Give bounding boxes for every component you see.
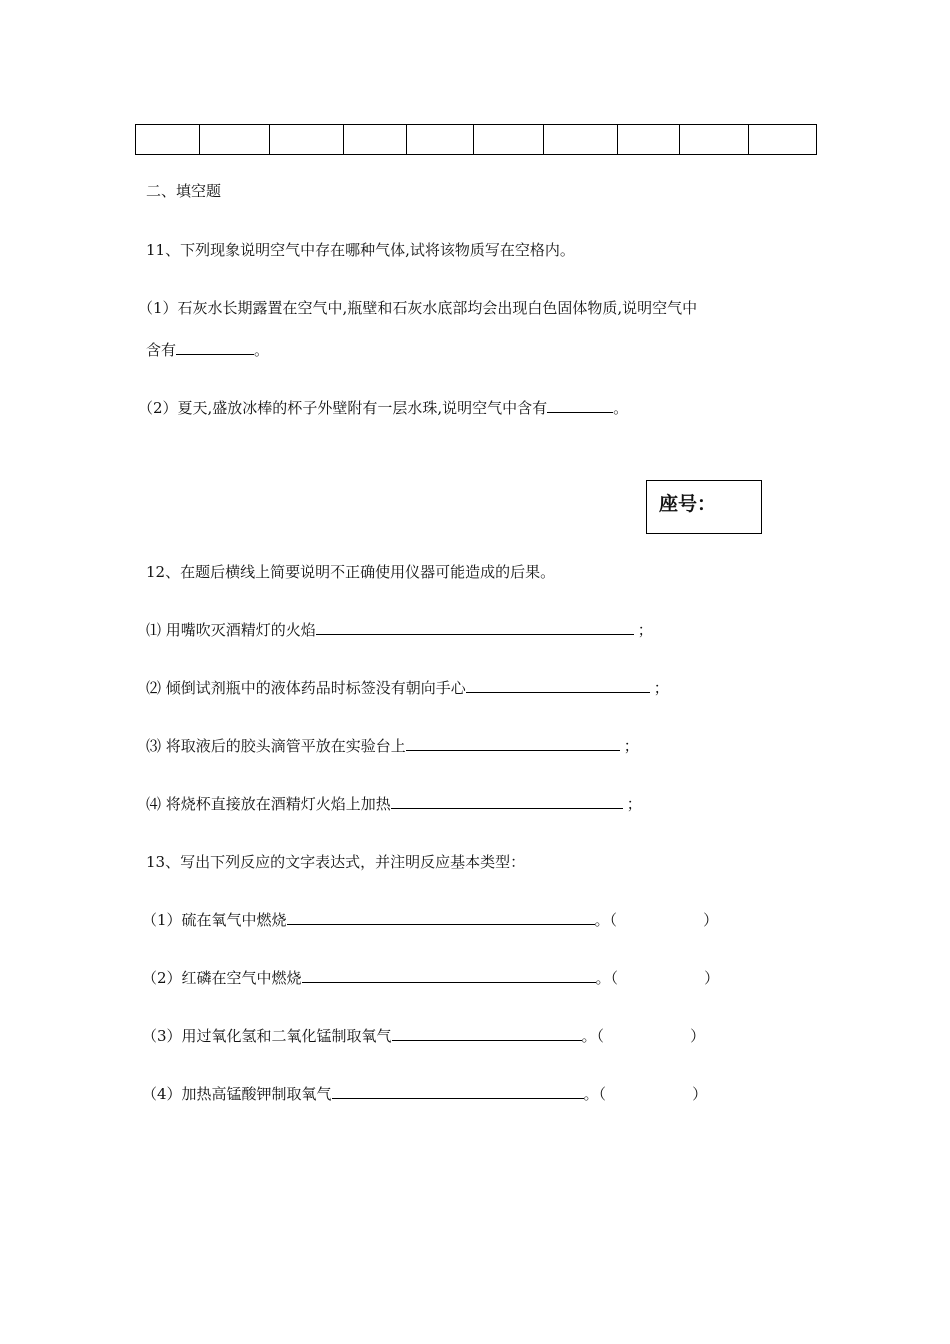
- q12-item-answer-blank[interactable]: [316, 620, 634, 635]
- q12-item-answer-blank[interactable]: [391, 794, 623, 809]
- q13-item: [142, 968, 719, 988]
- q11-part1-line1: （1）石灰水长期露置在空气中,瓶壁和石灰水底部均会出现白色固体物质,说明空气中: [138, 299, 698, 317]
- q12-item-answer-blank[interactable]: [406, 736, 620, 751]
- q13-item-close: ）: [692, 1085, 708, 1103]
- q11-stem: 11、下列现象说明空气中存在哪种气体,试将该物质写在空格内。: [146, 241, 575, 259]
- q11-part2-suffix: 。: [613, 399, 629, 417]
- q11-part1-line2: [146, 340, 269, 360]
- answer-cell[interactable]: [749, 125, 817, 155]
- q11-part1-suffix: 。: [254, 341, 270, 359]
- q12-stem: 12、在题后横线上简要说明不正确使用仪器可能造成的后果。: [146, 563, 556, 581]
- q13-item-text: （1）硫在氧气中燃烧: [142, 911, 287, 929]
- q13-item-close: ）: [704, 969, 720, 987]
- q12-item-text: ⑶ 将取液后的胶头滴管平放在实验台上: [146, 737, 406, 755]
- q12-item: [146, 620, 653, 640]
- q11-part2-answer-blank[interactable]: [547, 398, 613, 413]
- q13-item-close: ）: [703, 911, 719, 929]
- q12-item-text: ⑵ 倾倒试剂瓶中的液体药品时标签没有朝向手心: [146, 679, 466, 697]
- q12-item-end: ；: [653, 679, 669, 697]
- q12-item-text: ⑴ 用嘴吹灭酒精灯的火焰: [146, 621, 316, 639]
- q13-item-equation-blank[interactable]: [287, 910, 595, 925]
- q11-part2-prefix: （2）夏天,盛放冰棒的杯子外壁附有一层水珠,说明空气中含有: [138, 399, 548, 417]
- q12-item: [146, 678, 669, 698]
- seat-number-label: 座号：: [659, 493, 717, 515]
- q13-item: [142, 1084, 707, 1104]
- answer-cell[interactable]: [407, 125, 474, 155]
- q11-part1-answer-blank[interactable]: [176, 340, 254, 355]
- answer-table: [135, 124, 817, 155]
- q13-item-end: 。（: [583, 1085, 607, 1103]
- answer-row: [136, 125, 817, 155]
- q13-item-equation-blank[interactable]: [302, 968, 596, 983]
- answer-cell[interactable]: [270, 125, 344, 155]
- q12-item-end: ；: [637, 621, 653, 639]
- q12-item-text: ⑷ 将烧杯直接放在酒精灯火焰上加热: [146, 795, 391, 813]
- q13-item-end: 。（: [581, 1027, 605, 1045]
- q11-part2: [138, 398, 628, 418]
- q13-item-equation-blank[interactable]: [392, 1026, 582, 1041]
- q13-item-close: ）: [690, 1027, 706, 1045]
- answer-cell[interactable]: [136, 125, 200, 155]
- q12-item-answer-blank[interactable]: [466, 678, 650, 693]
- answer-cell[interactable]: [474, 125, 544, 155]
- q13-item: [142, 910, 718, 930]
- seat-number-box[interactable]: [646, 480, 762, 534]
- section-title: 二、填空题: [146, 182, 222, 200]
- q12-item: [146, 794, 642, 814]
- q13-item-text: （3）用过氧化氢和二氧化锰制取氧气: [142, 1027, 392, 1045]
- q12-item-end: ；: [626, 795, 642, 813]
- q13-item-text: （2）红磷在空气中燃烧: [142, 969, 302, 987]
- q12-item-end: ；: [623, 737, 639, 755]
- answer-cell[interactable]: [680, 125, 749, 155]
- q13-item-equation-blank[interactable]: [332, 1084, 584, 1099]
- answer-cell[interactable]: [544, 125, 618, 155]
- answer-cell[interactable]: [344, 125, 407, 155]
- q13-item: [142, 1026, 705, 1046]
- q13-stem: 13、写出下列反应的文字表达式，并注明反应基本类型：: [146, 853, 526, 871]
- q13-item-end: 。（: [595, 969, 619, 987]
- answer-cell[interactable]: [618, 125, 680, 155]
- q11-part1-prefix: 含有: [146, 341, 177, 359]
- q12-item: [146, 736, 639, 756]
- q13-item-end: 。（: [594, 911, 618, 929]
- answer-cell[interactable]: [200, 125, 270, 155]
- q13-item-text: （4）加热高锰酸钾制取氧气: [142, 1085, 332, 1103]
